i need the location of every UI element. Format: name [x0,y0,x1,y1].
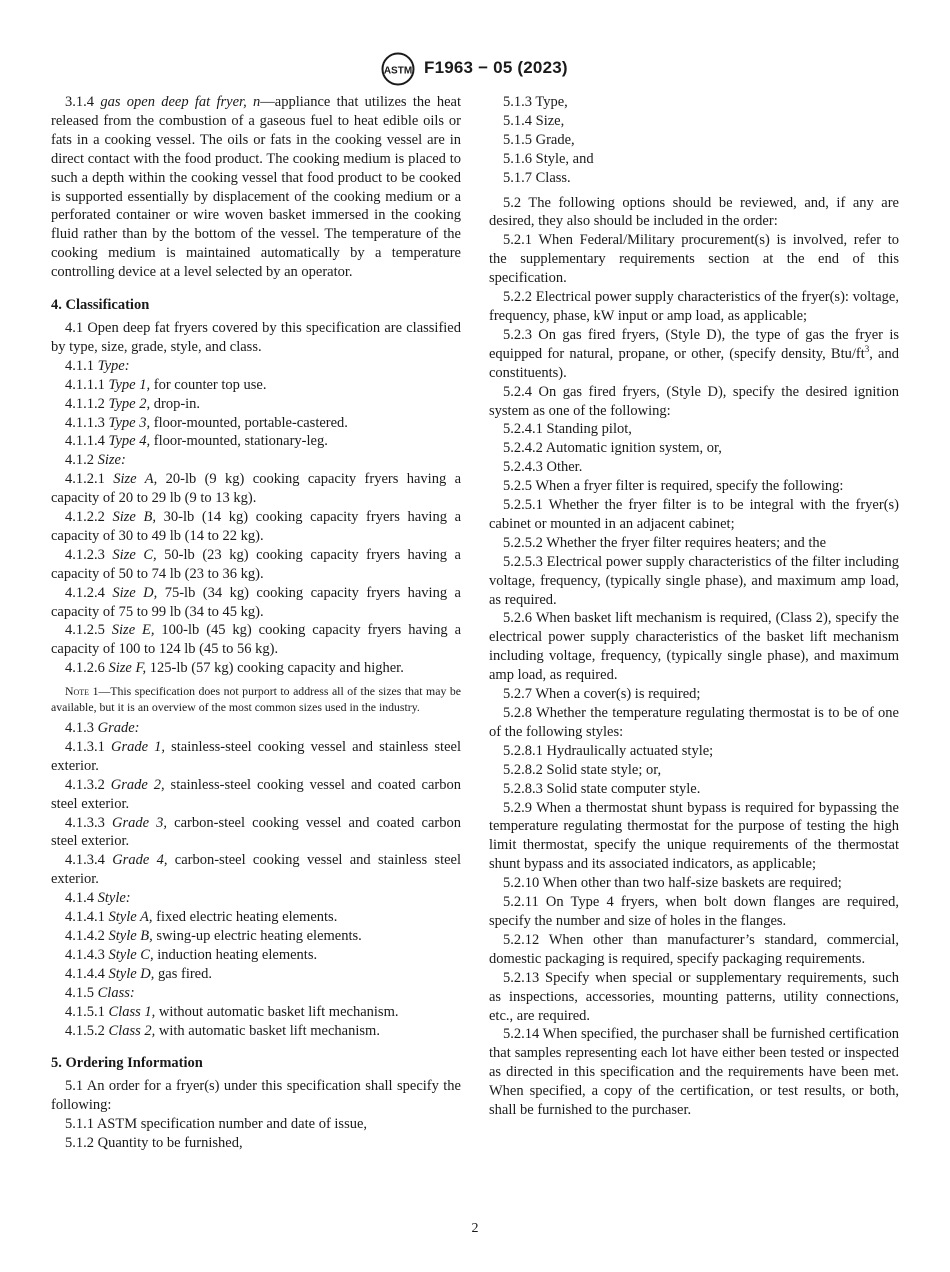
class-item: 4.1.5.2 Class 2, with automatic basket lift mechanism. [65,1022,380,1039]
section-5-2-11: 5.2.11 On Type 4 fryers, when bolt down flanges are required, specify the number and size of holes in the flanges. [489,894,899,929]
section-5-2-14: 5.2.14 When specified, the purchaser shall be furnished certification that samples representing each lot have either been tested or inspected as directed in this specification and the requirements have been met. When specified, a copy of the certification, or test results, or both, shall be furnished to the purchaser. [489,1026,899,1119]
section-4-1: 4.1 Open deep fat fryers covered by this specification are classified by type, size, grade, style, and class. [51,319,461,355]
astm-logo-icon [381,52,415,86]
style-item: 4.1.4.1 Style A, fixed electric heating elements. [65,909,338,926]
section-5-2: 5.2 The following options should be reviewed, and, if any are desired, they also should be included in the order: [489,194,899,230]
page-number: 2 [471,1221,479,1236]
type-item: 4.1.1.3 Type 3, floor-mounted, portable-castered. [65,414,348,431]
list-item: 5.2.4.1 Standing pilot, [503,421,632,438]
section-4-1-4: 4.1.4 Style: [65,890,131,907]
list-item: 5.2.8.2 Solid state style; or, [503,761,662,778]
class-item: 4.1.5.1 Class 1, without automatic basket lift mechanism. [65,1003,399,1020]
list-item: 5.2.8.3 Solid state computer style. [503,780,701,797]
section-5-2-5-1: 5.2.5.1 Whether the fryer filter is to be integral with the fryer(s) cabinet or mounted in an adjacent cabinet; [489,497,899,532]
section-5-2-6: 5.2.6 When basket lift mechanism is required, (Class 2), specify the electrical power supply characteristics of the basket lift mechanism including voltage, frequency, (typically single phase), and maximum amp load, as required. [489,610,899,684]
section-4-1-5: 4.1.5 Class: [65,984,135,1001]
section-5-1-2: 5.1.2 Quantity to be furnished, [65,1135,243,1152]
type-item: 4.1.1.2 Type 2, drop-in. [65,395,201,412]
left-column [51,93,461,1153]
section-5-2-3: 5.2.3 On gas fired fryers, (Style D), the type of gas the fryer is equipped for natural, propane, or other, (specify density, Btu/$ft^3$, and constituents). [489,326,899,381]
list-item: 5.1.6 Style, and [503,150,594,167]
note-1: Note 1—This specification does not purport to address all of the sizes that may be available, but it is an overview of the most common sizes used in the industry. [51,684,461,714]
section-5-2-10: 5.2.10 When other than two half-size baskets are required; [503,875,842,892]
section-5-2-4: 5.2.4 On gas fired fryers, (Style D), specify the desired ignition system as one of the following: [489,383,899,419]
size-item: 4.1.2.5 Size E, 100-lb (45 kg) cooking capacity fryers having a capacity of 100 to 124 lb (45 to 56 kg). [51,622,461,658]
section-5-2-12: 5.2.12 When other than manufacturer’s standard, commercial, domestic packaging is required, specify packaging requirements. [489,931,899,967]
section-5-2-7: 5.2.7 When a cover(s) is required; [503,686,701,703]
section-5-1: 5.1 An order for a fryer(s) under this specification shall specify the following: [51,1078,461,1114]
grade-item: 4.1.3.2 Grade 2, stainless-steel cooking vessel and coated carbon steel exterior. [51,776,461,812]
section-5-2-5: 5.2.5 When a fryer filter is required, specify the following: [503,478,844,495]
list-item: 5.2.4.2 Automatic ignition system, or, [503,440,722,457]
page-header [0,52,950,86]
type-item: 4.1.1.4 Type 4, floor-mounted, stationary-leg. [65,433,328,450]
section-5-2-5-3: 5.2.5.3 Electrical power supply characteristics of the filter including voltage, frequency, (typically single phase), and maximum amp load, as required. [489,553,899,608]
section-4-1-3: 4.1.3 Grade: [65,720,140,736]
size-item: 4.1.2.4 Size D, 75-lb (34 kg) cooking capacity fryers having a capacity of 75 to 99 lb (34 to 45 kg). [51,584,461,620]
size-item: 4.1.2.2 Size B, 30-lb (14 kg) cooking capacity fryers having a capacity of 30 to 49 lb (14 to 22 kg). [51,509,462,544]
section-3-1-4: 3.1.4 gas open deep fat fryer, n—appliance that utilizes the heat released from the combustion of a gaseous fuel to heat edible oils or fats in a cooking vessel. The oils or fats in the cooking vessel are in direct contact with the food product. The cooking medium is placed to such a depth within the cooking vessel that food product to be cooked is supported essentially by displacement of the cooking medium or a perforated container or wire woven basket immersed in the cooking fluid rather than by the bottom of the vessel. The temperature of the cooking medium is maintained automatically by a temperature controlling device at a level selected by an operator. [51,94,461,281]
grade-item: 4.1.3.4 Grade 4, carbon-steel cooking vessel and stainless steel exterior. [51,852,461,888]
list-item: 5.1.5 Grade, [503,131,575,148]
section-5-2-8: 5.2.8 Whether the temperature regulating thermostat is to be of one of the following styles: [489,705,899,740]
section-4-heading: 4. Classification [51,297,150,314]
type-item: 4.1.1.1 Type 1, for counter top use. [65,376,267,393]
section-5-2-5-2: 5.2.5.2 Whether the fryer filter requires heaters; and the [503,534,827,551]
section-5-1-1: 5.1.1 ASTM specification number and date of issue, [65,1116,368,1133]
size-item: 4.1.2.1 Size A, 20-lb (9 kg) cooking capacity fryers having a capacity of 20 to 29 lb (9 to 13 kg). [51,471,462,507]
section-5-2-13: 5.2.13 Specify when special or supplementary requirements, such as inspections, accessories, mounting patterns, utility connections, etc., are required. [489,969,899,1024]
style-item: 4.1.4.3 Style C, induction heating elements. [65,946,318,963]
list-item: 5.1.3 Type, [503,94,568,110]
grade-item: 4.1.3.1 Grade 1, stainless-steel cooking vessel and stainless steel exterior. [51,738,461,774]
section-4-1-1: 4.1.1 Type: [65,357,130,374]
style-item: 4.1.4.2 Style B, swing-up electric heating elements. [65,927,362,944]
list-item: 5.1.7 Class. [503,169,571,186]
logo-text: ASTM [383,65,413,77]
grade-item: 4.1.3.3 Grade 3, carbon-steel cooking vessel and coated carbon steel exterior. [51,814,461,850]
list-item: 5.2.8.1 Hydraulically actuated style; [503,742,714,759]
size-item: 4.1.2.6 Size F, 125-lb (57 kg) cooking capacity and higher. [65,660,404,677]
document-id: F1963 − 05 (2023) [424,58,568,77]
section-4-1-2: 4.1.2 Size: [65,452,126,469]
section-5-2-9: 5.2.9 When a thermostat shunt bypass is required for bypassing the temperature regulating thermostat for the purpose of testing the high limit thermostat, specify the unique requirements of the thermostat shunt bypass and its associated indicators, as applicable; [489,799,899,873]
size-item: 4.1.2.3 Size C, 50-lb (23 kg) cooking capacity fryers having a capacity of 50 to 74 lb (23 to 36 kg). [51,546,461,582]
section-5-2-2: 5.2.2 Electrical power supply characteristics of the fryer(s): voltage, frequency, phase, kW input or amp load, as applicable; [489,289,899,324]
list-item: 5.2.4.3 Other. [503,459,583,476]
list-item: 5.1.4 Size, [503,112,565,129]
right-column [489,93,899,1120]
section-5-heading: 5. Ordering Information [51,1055,203,1072]
style-item: 4.1.4.4 Style D, gas fired. [65,965,212,982]
section-5-2-1: 5.2.1 When Federal/Military procurement(s) is involved, refer to the supplementary requirements section at the end of this specification. [489,232,899,287]
